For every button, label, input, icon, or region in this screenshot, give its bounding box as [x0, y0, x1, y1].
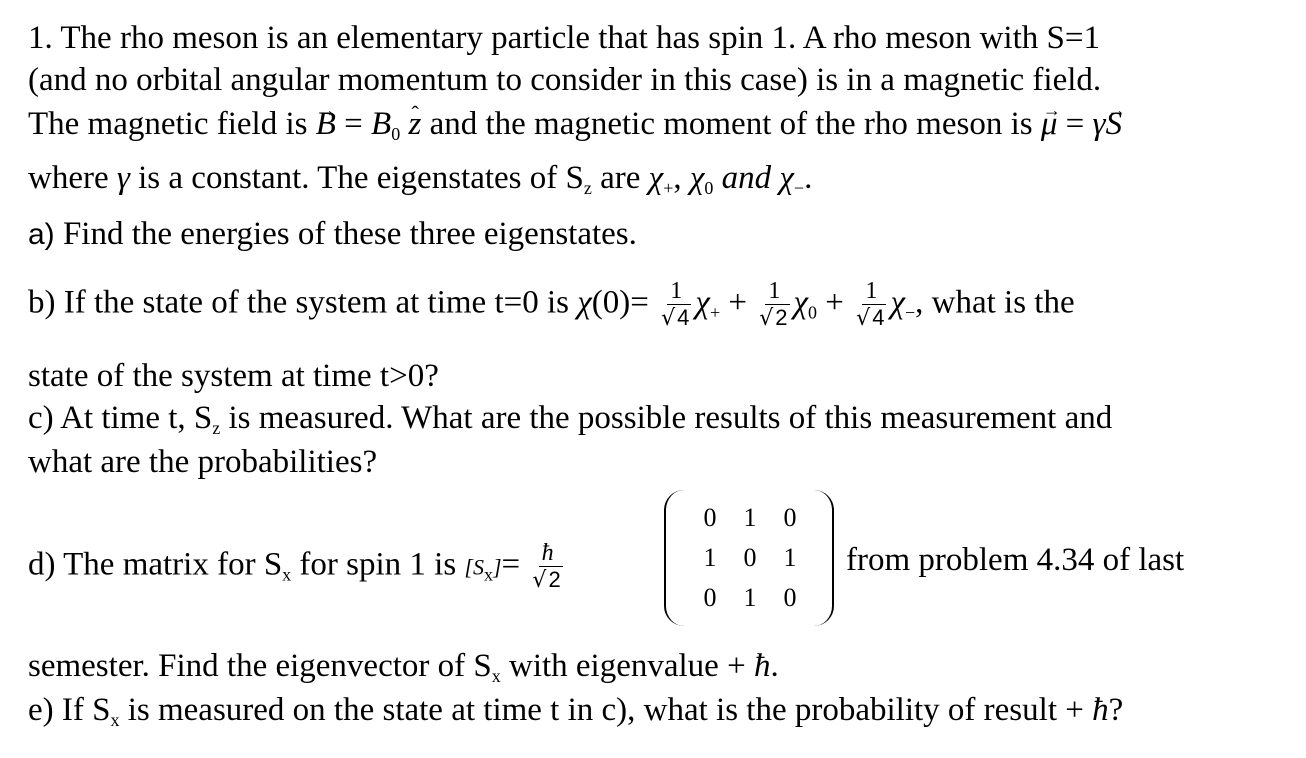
fraction-1-over-sqrt2: $\frac{1}{√2}$: [759, 278, 788, 331]
B-vector: → B: [316, 104, 336, 144]
matrix-cell: 0: [783, 503, 797, 532]
z-hat: ˆ z: [408, 104, 421, 144]
matrix-cell: 0: [703, 583, 717, 612]
problem-line-3: The magnetic field is → $B = B_0$ ˆ z and the magnetic moment of the rho meson is → μ = γ→ S: [28, 104, 1122, 144]
fraction-hbar-over-sqrt2: $\frac{ħ}{√2}$: [532, 540, 561, 593]
fraction-1-over-sqrt4: $\frac{1}{√4}$: [856, 278, 885, 331]
part-c: c) At time t, $S_z$ is measured. What are the possible results of this measurement and: [28, 400, 1113, 438]
part-d: d) The matrix for $S_x$ for spin 1 is $[S_x]=$ $\frac{ħ}{√2}$: [28, 540, 567, 594]
fraction-1-over-sqrt4: $\frac{1}{√4}$: [661, 278, 690, 331]
part-e: e) If $S_x$ is measured on the state at time t in c), what is the probability of result + ħ?: [28, 692, 1124, 730]
part-d-continued: from problem 4.34 of last: [846, 542, 1185, 578]
problem-line-4: where γ is a constant. The eigenstates of $S_z$ are $\chi_+$, $\chi_0$ and $\chi_-$.: [28, 160, 813, 198]
matrix-cell: 0: [703, 503, 717, 532]
matrix-grid: [690, 498, 810, 618]
mu-vector: → μ: [1041, 104, 1058, 144]
sx-matrix: [664, 490, 834, 630]
matrix-left-paren: [664, 490, 684, 626]
matrix-right-paren: [814, 490, 834, 626]
problem-line-2: (and no orbital angular momentum to consider in this case) is in a magnetic field.: [28, 62, 1102, 98]
matrix-cell: 0: [743, 543, 757, 572]
matrix-cell: 1: [743, 503, 757, 532]
matrix-cell: 1: [783, 543, 797, 572]
matrix-cell: 1: [743, 583, 757, 612]
part-a: a) Find the energies of these three eigenstates.: [28, 216, 637, 252]
part-d-line-2: semester. Find the eigenvector of $S_x$ with eigenvalue + ħ.: [28, 648, 779, 686]
problem-line-1: 1. The rho meson is an elementary particle that has spin 1. A rho meson with S=1: [28, 20, 1100, 56]
part-c-continued: what are the probabilities?: [28, 444, 378, 480]
matrix-cell: 0: [783, 583, 797, 612]
matrix-cell: 1: [703, 543, 717, 572]
part-b: b) If the state of the system at time t=0 is χ(0)= $\frac{1}{√4}$ $\chi_+$ + $\frac{1}{√2}$ $\chi_0$ + $\frac{1}{√4}$ $\chi_-$, what is the: [28, 278, 1075, 331]
part-b-continued: state of the system at time t>0?: [28, 358, 439, 394]
S-vector: → S: [1106, 104, 1123, 144]
